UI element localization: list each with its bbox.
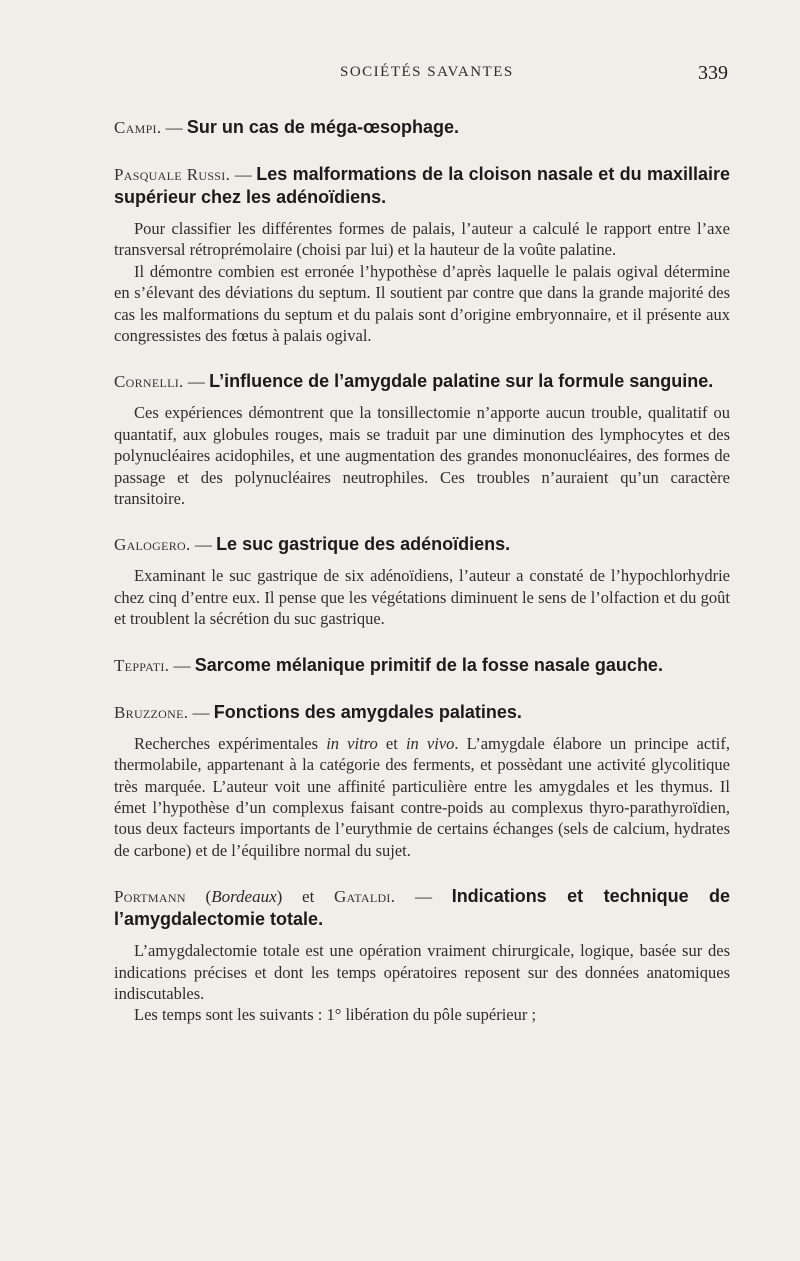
spacer bbox=[114, 677, 730, 701]
spacer bbox=[114, 931, 730, 940]
spacer bbox=[114, 209, 730, 218]
entry-dash: — bbox=[192, 702, 210, 722]
entry-dash: — bbox=[194, 535, 212, 555]
entry-russi bbox=[114, 163, 730, 346]
body-paragraph: Ces expériences démontrent que la tonsillectomie n’apporte aucun trouble, qualitatif ou quantatif, aux globules rouges, mais se traduit par une diminution des lymphocytes et des polynucléaires acidophiles, et une augmentation des grandes mononucléaires, des formes de passage et des polynucléaires neutrophiles. Ces troubles n’auraient qu’un caractère transitoire. bbox=[114, 403, 730, 509]
page-body bbox=[114, 116, 730, 1026]
entry-dash: — bbox=[173, 655, 191, 675]
entry-dash: — bbox=[187, 372, 205, 392]
entry-title: Sur un cas de méga-œsophage. bbox=[186, 117, 459, 137]
entry-campi bbox=[114, 116, 730, 139]
entry-author: Bruzzone. bbox=[114, 702, 189, 722]
entry-dash: — bbox=[165, 118, 183, 137]
author-place: (Bordeaux) bbox=[205, 887, 283, 907]
spacer bbox=[114, 724, 730, 733]
entry-title: Fonctions des amygdales palatines. bbox=[213, 701, 522, 722]
body-paragraph: Pour classifier les différentes formes de palais, l’auteur a calculé le rapport entre l’axe transversal rétroprémolaire (choisi par lui) et la hauteur de la voûte palatine. bbox=[114, 219, 730, 260]
body-paragraph: Il démontre combien est erronée l’hypothèse d’après laquelle le palais ogival détermine en s’élevant des déviations du septum. Il soutient par contre que dans la grande majorité des cas les malformations du septum et du palais sont d’origine embryonnaire, et il présente aux congressistes des fœtus à palais ogival. bbox=[114, 261, 730, 346]
running-title: SOCIÉTÉS SAVANTES bbox=[340, 64, 514, 80]
page-number: 339 bbox=[698, 62, 728, 84]
spacer bbox=[114, 556, 730, 565]
para-text: Recherches expérimentales bbox=[134, 733, 327, 753]
entry-author: Pasquale Russi. bbox=[114, 165, 231, 184]
body-paragraph bbox=[114, 733, 730, 861]
body-paragraph: Les temps sont les suivants : 1° libération du pôle supérieur ; bbox=[134, 1005, 537, 1025]
entry-title: Le suc gastrique des adénoïdiens. bbox=[216, 534, 511, 555]
para-text: . L’amygdale élabore un principe actif, thermolabile, appartenant à la catégorie des ferments, et possèdant une activité glycolitique très marquée. L’auteur voit une affinité particulière entre les amygdales et les thymus. Il émet l’hypothèse d’un complexus faisant contre-poids au complexus thyro-parathyroïdien, tous deux facteurs importants de l’eurythmie de certains échanges (sels de calcium, hydrates de carbone) et de l’équilibre normal du sujet. bbox=[114, 733, 730, 860]
author-joiner: et bbox=[282, 887, 334, 907]
spacer bbox=[114, 393, 730, 402]
entry-bruzzone bbox=[114, 701, 730, 861]
latin-term: in vivo bbox=[405, 733, 455, 753]
author-place-name: Bordeaux bbox=[211, 887, 277, 907]
spacer bbox=[114, 861, 730, 885]
entry-author: Campi. bbox=[114, 118, 162, 137]
entry-heading bbox=[114, 163, 730, 209]
entry-title: Sarcome mélanique primitif de la fosse nasale gauche. bbox=[194, 654, 663, 675]
spacer bbox=[114, 509, 730, 533]
entry-title: Les malformations de la cloison nasale et du maxillaire supérieur chez les adénoïdiens. bbox=[114, 164, 731, 207]
entry-author: Galogero. bbox=[114, 535, 191, 555]
entry-cornelli bbox=[114, 370, 730, 509]
entry-galogero bbox=[114, 533, 730, 629]
para-text: et bbox=[377, 733, 406, 753]
running-header bbox=[0, 62, 800, 86]
entry-dash: — bbox=[234, 165, 252, 184]
entry-author: Portmann bbox=[114, 887, 186, 907]
spacer bbox=[114, 630, 730, 654]
spacer bbox=[114, 346, 730, 370]
entry-heading bbox=[114, 654, 730, 677]
latin-term: in vitro bbox=[326, 733, 378, 753]
body-paragraph: Examinant le suc gastrique de six adénoïdiens, l’auteur a constaté de l’hypochlorhydrie chez cinq d’entre eux. Il pense que les végétations diminuent le sens de l’olfaction et du goût et troublent la sécrétion du suc gastrique. bbox=[114, 566, 730, 629]
entry-heading bbox=[114, 701, 730, 724]
entry-title: L’influence de l’amygdale palatine sur la formule sanguine. bbox=[209, 371, 714, 392]
entry-author: Teppati. bbox=[114, 655, 170, 675]
entry-teppati bbox=[114, 654, 730, 677]
entry-heading bbox=[114, 116, 730, 139]
entry-portmann-gataldi bbox=[114, 885, 730, 1026]
entry-title: Indications et technique de l’amygdalectomie totale. bbox=[114, 886, 731, 930]
entry-author-2: Gataldi. bbox=[333, 887, 396, 907]
entry-dash: — bbox=[414, 887, 432, 907]
entry-heading bbox=[114, 885, 730, 931]
spacer bbox=[114, 139, 730, 163]
body-paragraph: L’amygdalectomie totale est une opération vraiment chirurgicale, logique, basée sur des indications précises et dont les temps opératoires reposent sur des données anatomiques indiscutables. bbox=[114, 941, 730, 1003]
entry-heading bbox=[114, 370, 730, 393]
entry-heading bbox=[114, 533, 730, 556]
entry-author: Cornelli. bbox=[114, 372, 184, 392]
